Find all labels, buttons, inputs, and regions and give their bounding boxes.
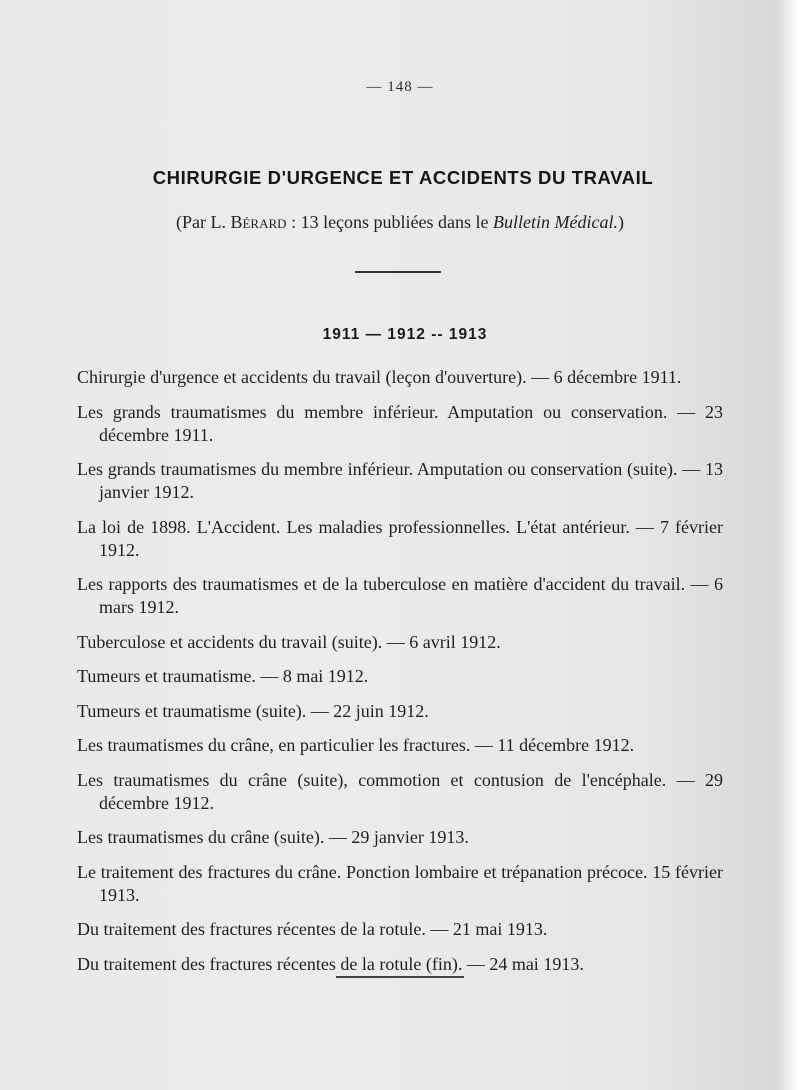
subtitle-middle: : 13 leçons publiées dans le <box>286 212 494 232</box>
author-name: Bérard <box>230 212 287 232</box>
lecture-list <box>77 366 723 987</box>
years-heading: 1911 — 1912 -- 1913 <box>322 326 488 343</box>
list-item: Les traumatismes du crâne (suite), commotion et contusion de l'encéphale. — 29 décembre 1912. <box>77 769 723 813</box>
list-item: Du traitement des fractures récentes de la rotule (fin). — 24 mai 1913. <box>77 953 584 974</box>
subtitle-suffix: ) <box>618 212 624 232</box>
list-item: Les grands traumatismes du membre inférieur. Amputation ou conservation (suite). — 13 janvier 1912. <box>77 459 723 502</box>
subtitle <box>0 212 800 233</box>
list-item: Tuberculose et accidents du travail (suite). — 6 avril 1912. <box>77 631 501 652</box>
divider-bottom <box>336 976 464 978</box>
list-item: Du traitement des fractures récentes de la rotule. — 21 mai 1913. <box>77 919 548 939</box>
journal-name: Bulletin Médical. <box>493 212 618 232</box>
page-title: CHIRURGIE D'URGENCE ET ACCIDENTS DU TRAVAIL <box>152 167 654 188</box>
list-item: La loi de 1898. L'Accident. Les maladies professionnelles. L'état antérieur. — 7 février 1912. <box>77 516 723 560</box>
page-number: — 148 — <box>366 79 434 95</box>
subtitle-prefix: (Par L. <box>176 212 231 232</box>
list-item: Les rapports des traumatismes et de la tuberculose en matière d'accident du travail. — 6 mars 1912. <box>77 574 723 617</box>
list-item: Chirurgie d'urgence et accidents du travail (leçon d'ouverture). — 6 décembre 1911. <box>77 367 682 387</box>
list-item: Les traumatismes du crâne, en particulier les fractures. — 11 décembre 1912. <box>77 735 635 755</box>
list-item: Les traumatismes du crâne (suite). — 29 janvier 1913. <box>77 827 469 847</box>
list-item: Tumeurs et traumatisme (suite). — 22 juin 1912. <box>77 700 429 721</box>
list-item: Les grands traumatismes du membre inférieur. Amputation ou conservation. — 23 décembre 1911. <box>77 401 723 445</box>
list-item: Le traitement des fractures du crâne. Ponction lombaire et trépanation précoce. 15 février 1913. <box>77 861 723 905</box>
divider-top <box>355 271 441 273</box>
list-item: Tumeurs et traumatisme. — 8 mai 1912. <box>77 666 369 686</box>
